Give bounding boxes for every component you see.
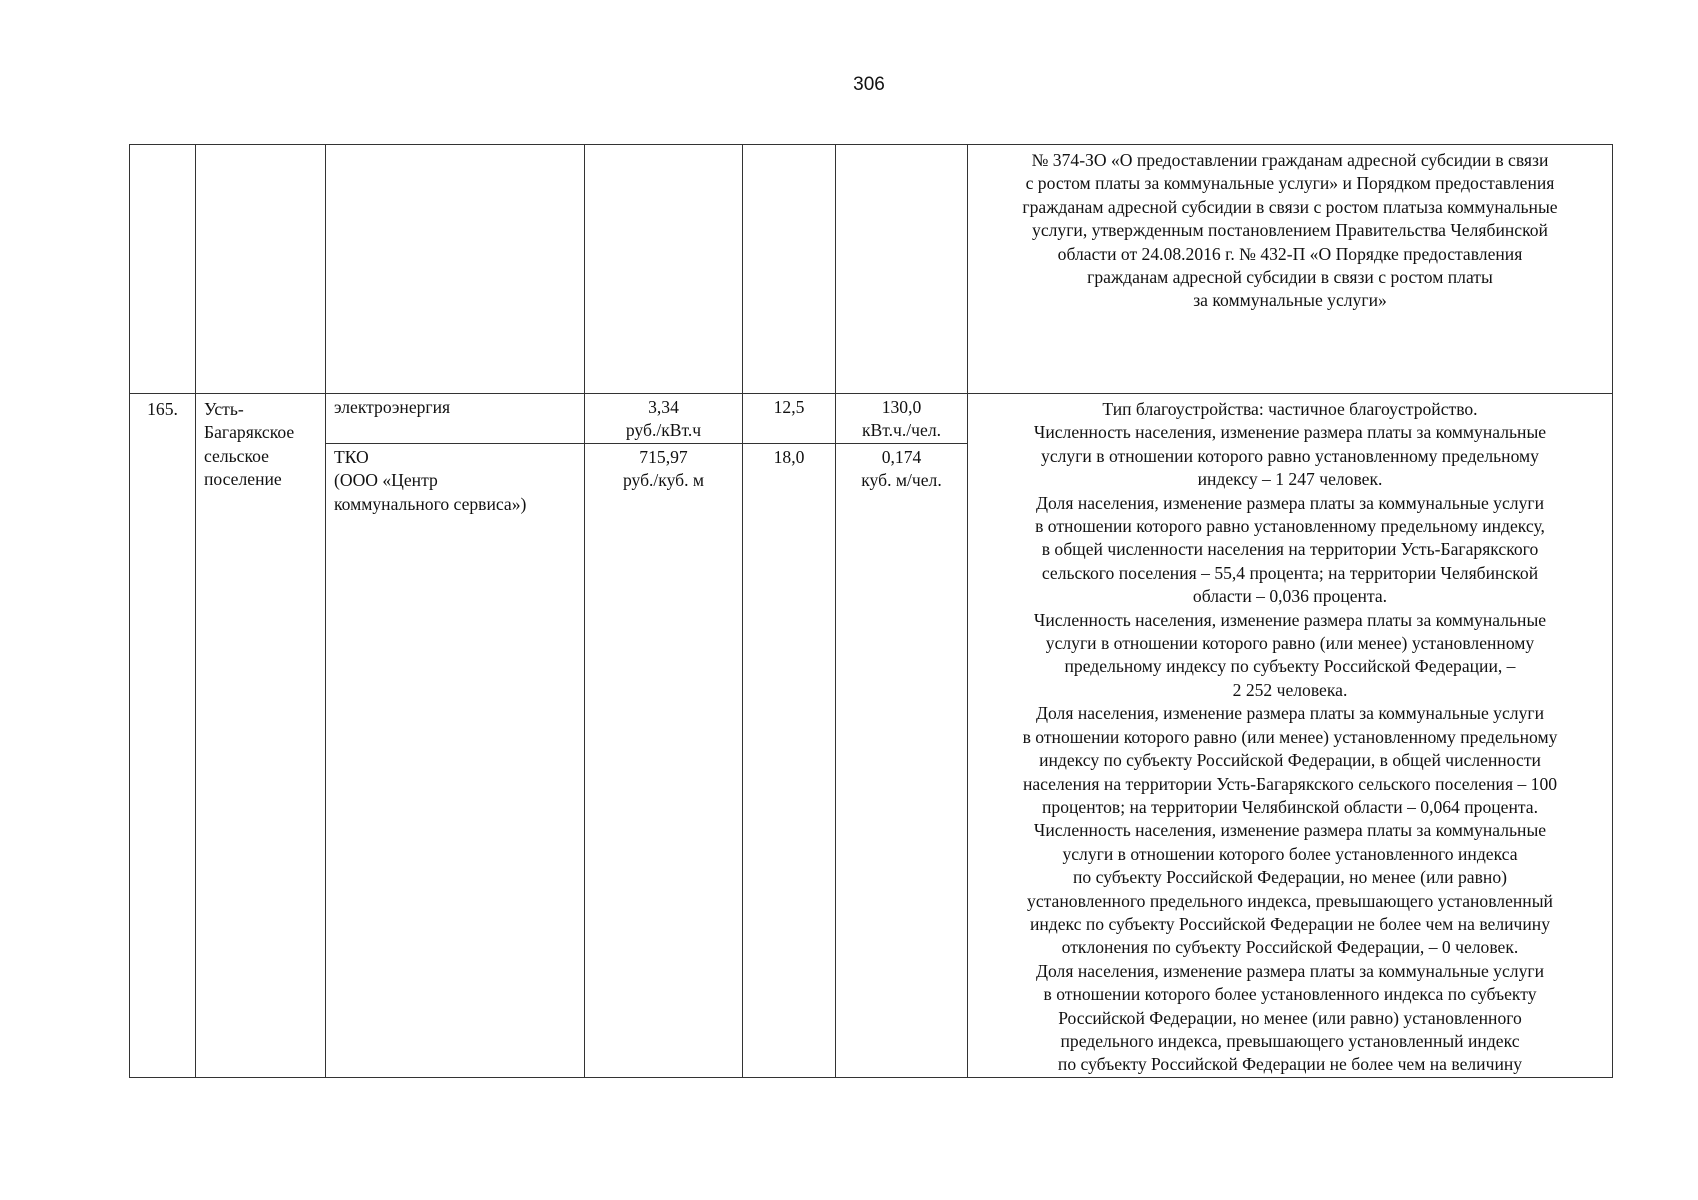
tariff-value: 3,34 xyxy=(648,397,679,417)
volume-value: 0,174 xyxy=(881,446,922,467)
description-line: Численность населения, изменение размера платы за коммунальные xyxy=(1033,609,1547,630)
cell-municipality-empty xyxy=(196,145,326,394)
description-line: предельному индексу по субъекту Российской Федерации, – xyxy=(1064,656,1516,677)
cell-growth-electricity xyxy=(743,394,836,444)
cell-service-electricity xyxy=(326,394,585,444)
row-number: 165. xyxy=(147,399,178,419)
tariff-table xyxy=(129,144,1613,1078)
cell-tariff-tko xyxy=(585,443,743,1077)
description-line: за коммунальные услуги» xyxy=(1193,290,1387,311)
tariff-unit: руб./кВт.ч xyxy=(625,420,702,441)
description-line: услуги в отношении которого более установленного индекса xyxy=(1062,843,1518,864)
cell-service-empty xyxy=(326,145,585,394)
description-line: области – 0,036 процента. xyxy=(1192,586,1388,607)
description-line: в общей численности населения на территории Усть-Багарякского xyxy=(1041,539,1539,560)
growth-value: 18,0 xyxy=(773,446,805,467)
description-line: отклонения по субъекту Российской Федерации, – 0 человек. xyxy=(1061,937,1519,958)
description-line: предельного индекса, превышающего установленный индекс xyxy=(1060,1030,1520,1051)
description-line: Российской Федерации, но менее (или равно) установленного xyxy=(1058,1007,1522,1028)
municipality-line: Багарякское xyxy=(204,422,295,443)
volume-value: 130,0 xyxy=(881,397,922,417)
cell-description-continuation xyxy=(968,145,1613,394)
cell-growth-tko xyxy=(743,443,836,1077)
description-line: 2 252 человека. xyxy=(1232,679,1348,700)
description-line: с ростом платы за коммунальные услуги» и Порядком предоставления xyxy=(1025,173,1555,194)
description-line: индексу по субъекту Российской Федерации, в общей численности xyxy=(1039,750,1541,771)
description-line: индексу – 1 247 человек. xyxy=(1197,469,1383,490)
tariff-unit: руб./куб. м xyxy=(622,470,705,491)
cell-tariff-electricity xyxy=(585,394,743,444)
description-line: услуги в отношении которого равно установленному предельному xyxy=(1041,445,1539,466)
description-line: Доля населения, изменение размера платы за коммунальные услуги xyxy=(1035,960,1544,981)
service-name: электроэнергия xyxy=(334,397,451,417)
municipality-line: сельское xyxy=(204,445,269,466)
table-row-continuation xyxy=(130,145,1613,394)
growth-value: 12,5 xyxy=(773,397,805,417)
description-line: индекс по субъекту Российской Федерации не более чем на величину xyxy=(1029,913,1551,934)
cell-volume-empty xyxy=(836,145,968,394)
description-line: по субъекту Российской Федерации не более чем на величину xyxy=(1057,1054,1523,1075)
description-line: в отношении которого равно (или менее) установленному предельному xyxy=(1022,726,1558,747)
description-line: в отношении которого более установленного индекса по субъекту xyxy=(1043,984,1537,1005)
description-line: № 374-ЗО «О предоставлении гражданам адресной субсидии в связи xyxy=(1031,150,1549,170)
description-line: услуги, утвержденным постановлением Правительства Челябинской xyxy=(1032,220,1548,241)
description-line: Тип благоустройства: частичное благоустройство. xyxy=(1102,399,1478,419)
cell-tariff-empty xyxy=(585,145,743,394)
description-line: населения на территории Усть-Багарякского сельского поселения – 100 xyxy=(1022,773,1558,794)
description-line: Доля населения, изменение размера платы за коммунальные услуги xyxy=(1035,703,1544,724)
description-line: области от 24.08.2016 г. № 432-П «О Порядке предоставления xyxy=(1057,243,1523,264)
cell-municipality xyxy=(196,394,326,1078)
description-line: гражданам адресной субсидии в связи с ростом платыза коммунальные xyxy=(1022,196,1558,217)
volume-unit: кВт.ч./чел. xyxy=(861,420,942,441)
table-row-165-electricity xyxy=(130,394,1613,444)
description-line: Доля населения, изменение размера платы за коммунальные услуги xyxy=(1035,492,1544,513)
description-line: Численность населения, изменение размера платы за коммунальные xyxy=(1033,820,1547,841)
cell-row-number xyxy=(130,394,196,1078)
description-line: в отношении которого равно установленному предельному индексу, xyxy=(1035,516,1545,537)
cell-number-empty xyxy=(130,145,196,394)
municipality-line: Усть- xyxy=(204,399,244,419)
municipality-line: поселение xyxy=(204,469,282,490)
page-number: 306 xyxy=(853,74,885,95)
cell-volume-electricity xyxy=(836,394,968,444)
description-line: установленного предельного индекса, превышающего установленный xyxy=(1027,890,1553,911)
cell-service-tko xyxy=(326,443,585,1077)
volume-unit: куб. м/чел. xyxy=(861,470,942,491)
service-name: ТКО xyxy=(334,446,369,467)
description-line: гражданам адресной субсидии в связи с ростом платы xyxy=(1087,267,1493,288)
description-line: сельского поселения – 55,4 процента; на территории Челябинской xyxy=(1041,562,1539,583)
service-provider: (ООО «Центр xyxy=(334,470,438,491)
description-line: Численность населения, изменение размера платы за коммунальные xyxy=(1033,422,1547,443)
cell-growth-empty xyxy=(743,145,836,394)
service-provider: коммунального сервиса») xyxy=(334,493,527,514)
tariff-value: 715,97 xyxy=(639,446,688,467)
description-line: услуги в отношении которого равно (или менее) установленному xyxy=(1045,633,1535,654)
description-line: по субъекту Российской Федерации, но менее (или равно) xyxy=(1073,867,1507,888)
description-line: процентов; на территории Челябинской области – 0,064 процента. xyxy=(1041,796,1539,817)
cell-description-165 xyxy=(968,394,1613,1078)
cell-volume-tko xyxy=(836,443,968,1077)
